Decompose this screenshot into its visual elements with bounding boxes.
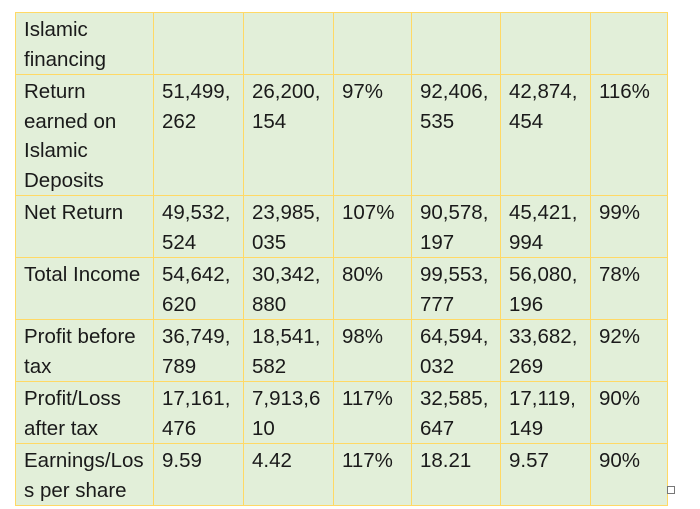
- table-row: [16, 196, 668, 258]
- table-cell: [501, 13, 591, 75]
- table-cell: 18,541,582: [244, 320, 334, 382]
- table-cell: 32,585,647: [412, 382, 501, 444]
- table-cell: 42,874,454: [501, 75, 591, 196]
- table-cell: 7,913,610: [244, 382, 334, 444]
- row-label: Return earned on Islamic Deposits: [16, 75, 154, 196]
- table-cell: 23,985,035: [244, 196, 334, 258]
- table-cell: 90%: [591, 382, 668, 444]
- table-cell: 9.57: [501, 444, 591, 506]
- table-cell: 99%: [591, 196, 668, 258]
- table-cell: [334, 13, 412, 75]
- table-row: [16, 258, 668, 320]
- table-cell: 33,682,269: [501, 320, 591, 382]
- financial-table: [15, 12, 668, 506]
- row-label: Profit before tax: [16, 320, 154, 382]
- table-row: [16, 13, 668, 75]
- table-cell: 90%: [591, 444, 668, 506]
- table-cell: 45,421,994: [501, 196, 591, 258]
- table-cell: 51,499,262: [154, 75, 244, 196]
- table-cell: 90,578,197: [412, 196, 501, 258]
- table-cell: 80%: [334, 258, 412, 320]
- table-cell: 49,532,524: [154, 196, 244, 258]
- table-row: [16, 444, 668, 506]
- table-cell: 54,642,620: [154, 258, 244, 320]
- table-cell: [154, 13, 244, 75]
- row-label: Earnings/Loss per share: [16, 444, 154, 506]
- table-cell: 99,553,777: [412, 258, 501, 320]
- table-row: [16, 75, 668, 196]
- table-cell: 30,342,880: [244, 258, 334, 320]
- table-cell: 98%: [334, 320, 412, 382]
- table-cell: [244, 13, 334, 75]
- table-cell: [591, 13, 668, 75]
- row-label: Islamic financing: [16, 13, 154, 75]
- row-label: Total Income: [16, 258, 154, 320]
- table-cell: 17,119,149: [501, 382, 591, 444]
- table-cell: 92,406,535: [412, 75, 501, 196]
- table-cell: [412, 13, 501, 75]
- table-cell: 17,161,476: [154, 382, 244, 444]
- table-cell: 18.21: [412, 444, 501, 506]
- table-cell: 4.42: [244, 444, 334, 506]
- table-cell: 56,080,196: [501, 258, 591, 320]
- table-row: [16, 382, 668, 444]
- row-label: Profit/Loss after tax: [16, 382, 154, 444]
- table-cell: 64,594,032: [412, 320, 501, 382]
- table-cell: 36,749,789: [154, 320, 244, 382]
- table-cell: 97%: [334, 75, 412, 196]
- table-cell: 26,200,154: [244, 75, 334, 196]
- table-resize-handle[interactable]: [667, 486, 675, 494]
- table-cell: 117%: [334, 382, 412, 444]
- table-row: [16, 320, 668, 382]
- table-cell: 116%: [591, 75, 668, 196]
- table-cell: 107%: [334, 196, 412, 258]
- table-cell: 92%: [591, 320, 668, 382]
- table-cell: 9.59: [154, 444, 244, 506]
- row-label: Net Return: [16, 196, 154, 258]
- table-cell: 78%: [591, 258, 668, 320]
- table-cell: 117%: [334, 444, 412, 506]
